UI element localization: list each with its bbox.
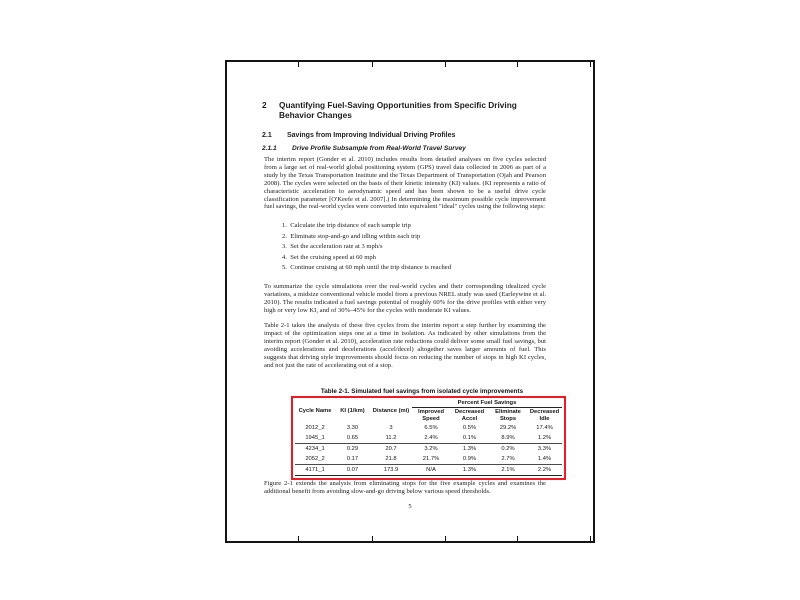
section-title: Quantifying Fuel-Saving Opportunities from Specific Driving Behavior Changes — [279, 100, 517, 121]
value-cell: 6.5% — [424, 425, 438, 432]
value-cell: 20.7 — [370, 444, 412, 454]
value-cell: 21.7% — [422, 456, 440, 463]
ideal-cycle-steps-list — [282, 221, 532, 274]
cycle-name-cell: 4234_1 — [295, 444, 335, 454]
value-cell: N/A — [412, 465, 450, 476]
page-content — [227, 62, 593, 541]
subsection-title: Savings from Improving Individual Driving Profiles — [287, 132, 456, 139]
value-cell: 3.30 — [346, 425, 359, 432]
value-cell: 0.5% — [462, 425, 477, 432]
value-cell: 0.29 — [335, 444, 370, 454]
column-header: KI (1/km) — [340, 407, 365, 414]
value-cell: 3.3% — [527, 444, 562, 454]
table-caption: Table 2-1. Simulated fuel savings from isolated cycle improvements — [320, 388, 524, 395]
table-row — [295, 465, 562, 476]
table-row — [295, 444, 562, 454]
value-cell: 2.4% — [424, 435, 438, 442]
cycle-name-cell: 2012_2 — [305, 425, 325, 432]
subsubsection-title: Drive Profile Subsample from Real-World Travel Survey — [292, 145, 466, 152]
paragraph-simulation-results: To summarize the cycle simulations over the real-world cycles and their corresponding idealized cycle variations, a midsize conventional vehicle model from a previous NREL study was used (Earleywine et al. 2010). The results indicated a fuel savings potential of roughly 60% for the drive profiles with either very high or very low KI, and of 30%–45% for the cycles with moderate KI values. — [264, 283, 546, 314]
highlight-box — [291, 396, 566, 480]
sub-column-header: Improved Speed — [417, 409, 445, 422]
value-cell: 0.07 — [335, 465, 370, 476]
value-cell: 1.2% — [537, 435, 552, 442]
fuel-savings-table — [295, 399, 562, 476]
list-item: 2. Eliminate stop-and-go and idling within each trip — [282, 232, 421, 240]
paragraph-figure-reference: Figure 2-1 extends the analysis from eliminating stops for the five example cycles and examines the additional benefit from avoiding slow-and-go driving below various speed thresholds. — [264, 480, 546, 495]
page-number: 5 — [408, 503, 412, 510]
spanning-header: Percent Fuel Savings — [412, 399, 562, 408]
value-cell: 0.1% — [462, 435, 477, 442]
table-row — [295, 423, 562, 433]
value-cell: 2.1% — [489, 465, 527, 476]
column-header: Distance (mi) — [372, 407, 410, 414]
section-number: 2 — [262, 100, 267, 110]
value-cell: 1.4% — [537, 456, 552, 463]
table-row — [295, 433, 562, 443]
value-cell: 0.2% — [489, 444, 527, 454]
value-cell: 21.8 — [385, 456, 397, 463]
document-page — [225, 60, 595, 543]
sub-column-header: Eliminate Stops — [495, 409, 521, 422]
value-cell: 17.4% — [536, 425, 553, 432]
value-cell: 1.3% — [450, 465, 489, 476]
subsubsection-number: 2.1.1 — [262, 145, 277, 152]
value-cell: 0.9% — [462, 456, 477, 463]
cycle-name-cell: 4171_1 — [295, 465, 335, 476]
list-item: 4. Set the cruising speed at 60 mph — [282, 253, 376, 261]
section-heading — [262, 100, 551, 120]
table-row — [295, 454, 562, 464]
paragraph-table-discussion: Table 2-1 takes the analysis of these five cycles from the interim report a step further by examining the impact of the optimization steps one at a time in isolation. As indicated by other simulations from the interim report (Gonder et al. 2010), acceleration rate reductions could deliver some small fuel savings, but avoiding accelerations and decelerations (accel/decel) altogether saves larger amounts of fuel. This suggests that driving style improvements should focus on reducing the number of stops in high KI cycles, and not just the rate of accelerating out of a stop. — [264, 322, 546, 369]
value-cell: 3 — [389, 425, 393, 432]
column-header: Cycle Name — [298, 407, 332, 414]
value-cell: 173.9 — [370, 465, 412, 476]
value-cell: 3.2% — [412, 444, 450, 454]
list-item: 5. Continue cruising at 60 mph until the trip distance is reached — [282, 264, 452, 272]
cycle-name-cell: 1945_1 — [305, 435, 325, 442]
cycle-name-cell: 2052_2 — [305, 456, 325, 463]
list-item: 3. Set the acceleration rate at 3 mph/s — [282, 243, 383, 251]
value-cell: 1.3% — [450, 444, 489, 454]
value-cell: 8.9% — [501, 435, 515, 442]
value-cell: 0.65 — [346, 435, 359, 442]
value-cell: 0.17 — [346, 456, 359, 463]
paragraph-intro: The interim report (Gonder et al. 2010) includes results from detailed analyses on five cycles selected from a large set of real-world global positioning system (GPS) travel data collected in 2006 as part of a study by the Texas Transportation Institute and the Texas Department of Transportation (Ojah and Pearson 2008). The cycles were selected on the basis of their kinetic intensity (KI) values. (KI represents a ratio of characteristic acceleration to aerodynamic speed and has been shown to be a useful drive cycle classification parameter [O'Keefe et al. 2007].) In determining the maximum possible cycle improvement fuel savings, the real-world cycles were converted into equivalent "ideal" cycles using the following steps: — [264, 156, 546, 211]
value-cell: 2.7% — [501, 456, 515, 463]
value-cell: 2.2% — [527, 465, 562, 476]
value-cell: 11.2 — [385, 435, 397, 442]
value-cell: 29.2% — [499, 425, 517, 432]
subsection-number: 2.1 — [262, 132, 272, 139]
list-item: 1. Calculate the trip distance of each sample trip — [282, 222, 411, 229]
sub-column-header: Decreased Accel — [454, 409, 485, 422]
subsection-heading — [262, 132, 455, 139]
sub-column-header: Decreased Idle — [529, 409, 560, 422]
subsubsection-heading — [262, 145, 466, 152]
